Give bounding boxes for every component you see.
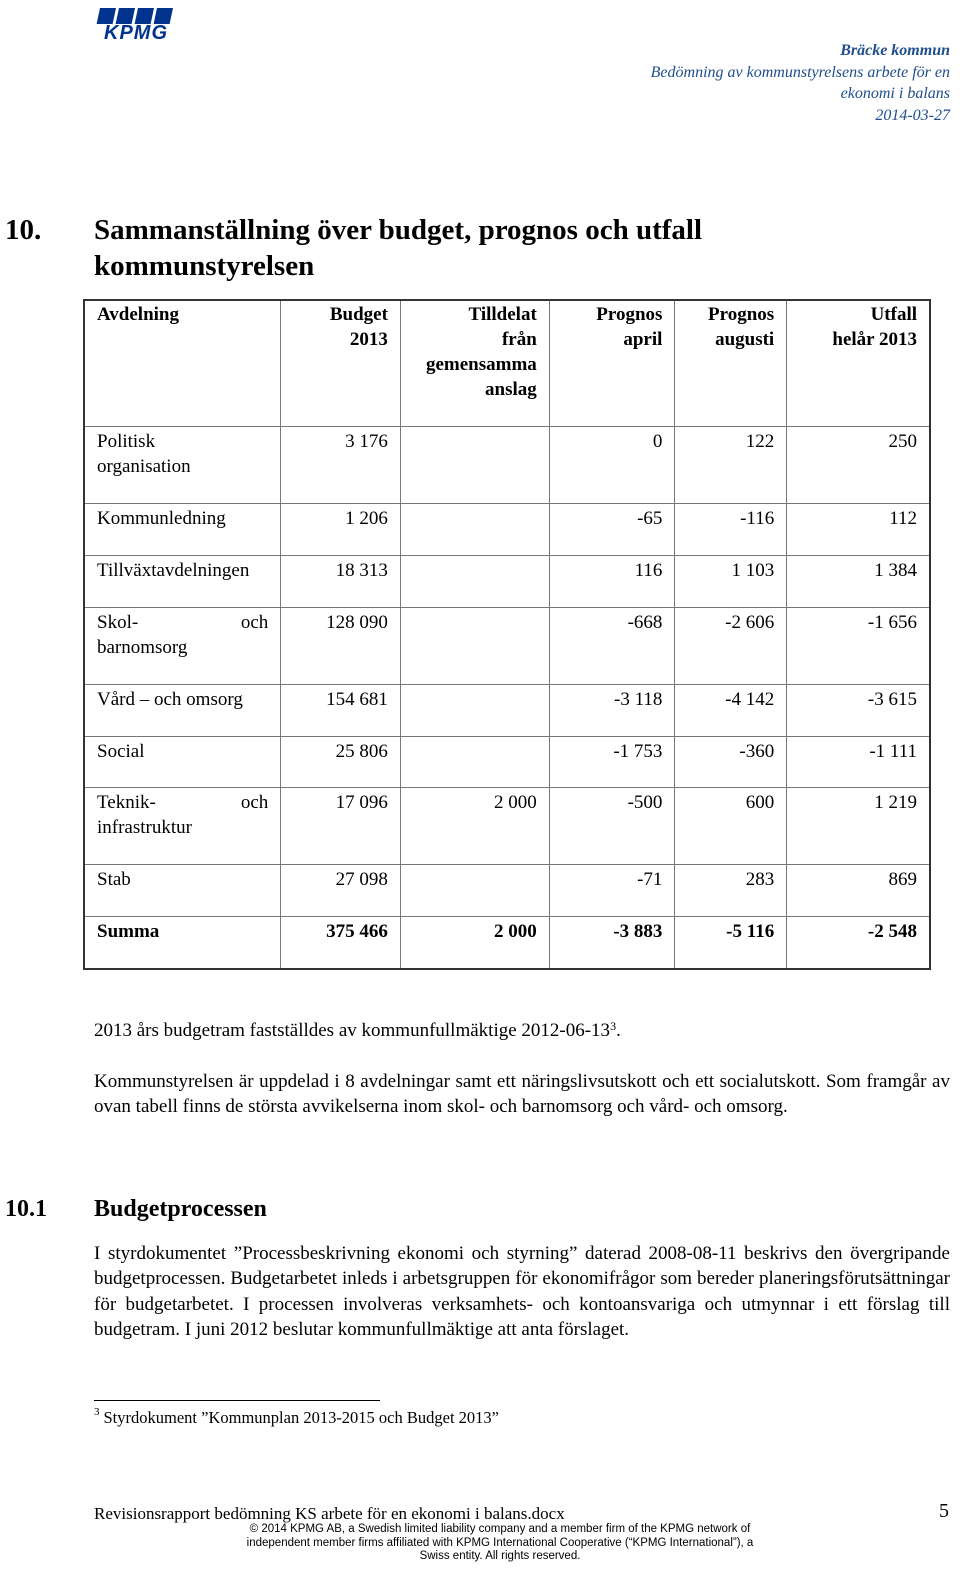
budget-approval-paragraph: 2013 års budgetram fastställdes av kommunfullmäktige $2012-06-13^3$. (94, 1019, 621, 1041)
row-name: Summa (84, 916, 281, 969)
footnote-ref: 3 (610, 1019, 617, 1033)
svg-text:KPMG: KPMG (104, 22, 168, 42)
cell-tilldelat (400, 736, 549, 787)
cell-prognos-augusti: -360 (675, 736, 787, 787)
table-row (84, 555, 930, 607)
cell-budget: 1 206 (281, 503, 401, 555)
cell-utfall: 250 (787, 426, 930, 503)
cell-utfall: 1 384 (787, 555, 930, 607)
company-name: Bräcke kommun (840, 42, 950, 59)
page-number: 5 (939, 1500, 949, 1522)
cell-budget: 17 096 (281, 787, 401, 864)
footer-document-name: Revisionsrapport bedömning KS arbete för en ekonomi i balans.docx (94, 1504, 565, 1523)
cell-prognos-april: -3 883 (549, 916, 675, 969)
cell-utfall: -1 656 (787, 607, 930, 684)
header-title-line: Bedömning av kommunstyrelsens arbete för en (650, 63, 950, 81)
row-name: Social (84, 736, 281, 787)
footnote-separator (94, 1400, 380, 1401)
cell-prognos-april: -500 (549, 787, 675, 864)
footnote: $^3$ Styrdokument ”Kommunplan 2013-2015 och Budget 2013” (94, 1406, 499, 1427)
cell-tilldelat (400, 684, 549, 736)
subsection-title: Budgetprocessen (94, 1196, 267, 1222)
table-row (84, 503, 930, 555)
cell-prognos-augusti: 283 (675, 864, 787, 916)
row-name: Stab (84, 864, 281, 916)
col-header-prognos-april: Prognos april (549, 300, 675, 426)
footnote-number: 3 (94, 1406, 100, 1418)
cell-budget: 128 090 (281, 607, 401, 684)
cell-prognos-augusti: -116 (675, 503, 787, 555)
col-header-avdelning: Avdelning (84, 300, 281, 426)
col-header-tilldelat: Tilldelat från gemensamma anslag (400, 300, 549, 426)
row-name: Politisk organisation (84, 426, 281, 503)
cell-prognos-augusti: 122 (675, 426, 787, 503)
cell-prognos-april: -3 118 (549, 684, 675, 736)
cell-prognos-april: -71 (549, 864, 675, 916)
kpmg-logo (94, 8, 184, 42)
cell-prognos-augusti: 1 103 (675, 555, 787, 607)
cell-prognos-april: 0 (549, 426, 675, 503)
cell-budget: 375 466 (281, 916, 401, 969)
cell-utfall: 112 (787, 503, 930, 555)
paragraph-deviations: Kommunstyrelsen är uppdelad i 8 avdelningar samt ett näringslivsutskott och ett socialutskott. Som framgår av ovan tabell finns de största avvikelserna inom skol- och barnomsorg och vård- och omsorg. (94, 1071, 950, 1118)
cell-tilldelat (400, 503, 549, 555)
cell-budget: 27 098 (281, 864, 401, 916)
header-title-line: ekonomi i balans (840, 85, 950, 102)
cell-prognos-augusti: -2 606 (675, 607, 787, 684)
row-name: Skol- och barnomsorg (84, 607, 281, 684)
section-title: Sammanställning över budget, prognos och utfall kommunstyrelsen (94, 214, 703, 282)
table-row (84, 736, 930, 787)
cell-prognos-augusti: -4 142 (675, 684, 787, 736)
cell-utfall: -3 615 (787, 684, 930, 736)
section-number: 10. (5, 214, 42, 246)
cell-budget: 25 806 (281, 736, 401, 787)
subsection-number: 10.1 (5, 1196, 47, 1222)
row-name: Kommunledning (84, 503, 281, 555)
table-total-row (84, 916, 930, 969)
footer-copyright: © 2014 KPMG AB, a Swedish limited liability company and a member firm of the KPMG network of independent member firms affiliated with KPMG International Cooperative (“KPMG International”), a Swiss entity. All rights reserved. (246, 1523, 754, 1562)
cell-utfall: -1 111 (787, 736, 930, 787)
cell-utfall: 1 219 (787, 787, 930, 864)
table-row (84, 787, 930, 864)
col-header-budget: Budget 2013 (281, 300, 401, 426)
col-header-prognos-augusti: Prognos augusti (675, 300, 787, 426)
cell-tilldelat (400, 607, 549, 684)
cell-utfall: 869 (787, 864, 930, 916)
cell-budget: 3 176 (281, 426, 401, 503)
col-header-utfall: Utfall helår 2013 (787, 300, 930, 426)
cell-tilldelat: 2 000 (400, 916, 549, 969)
row-name: Tillväxtavdelningen (84, 555, 281, 607)
cell-prognos-april: -65 (549, 503, 675, 555)
budget-table (83, 299, 931, 970)
cell-tilldelat (400, 555, 549, 607)
cell-prognos-april: -668 (549, 607, 675, 684)
row-name: Vård – och omsorg (84, 684, 281, 736)
document-header (651, 40, 950, 126)
cell-budget: 154 681 (281, 684, 401, 736)
table-header-row (84, 300, 930, 426)
table-row (84, 426, 930, 503)
table-row (84, 607, 930, 684)
table-row (84, 684, 930, 736)
cell-utfall: -2 548 (787, 916, 930, 969)
cell-prognos-april: 116 (549, 555, 675, 607)
cell-prognos-april: -1 753 (549, 736, 675, 787)
row-name: Teknik- och infrastruktur (84, 787, 281, 864)
cell-tilldelat (400, 426, 549, 503)
cell-tilldelat (400, 864, 549, 916)
cell-prognos-augusti: 600 (675, 787, 787, 864)
paragraph-budget-process: I styrdokumentet ”Processbeskrivning ekonomi och styrning” daterad 2008-08-11 beskrivs den övergripande budgetprocessen. Budgetarbetet inleds i arbetsgruppen för ekonomifrågor som bereder planeringsförutsättningar för budgetarbetet. I processen involveras verksamhets- och kontoansvariga och utmynnar i ett förslag till budgetram. I juni 2012 beslutar kommunfullmäktige att anta förslaget. (94, 1243, 950, 1340)
table-row (84, 864, 930, 916)
cell-tilldelat: 2 000 (400, 787, 549, 864)
header-date: 2014-03-27 (875, 106, 950, 124)
cell-prognos-augusti: -5 116 (675, 916, 787, 969)
cell-budget: 18 313 (281, 555, 401, 607)
